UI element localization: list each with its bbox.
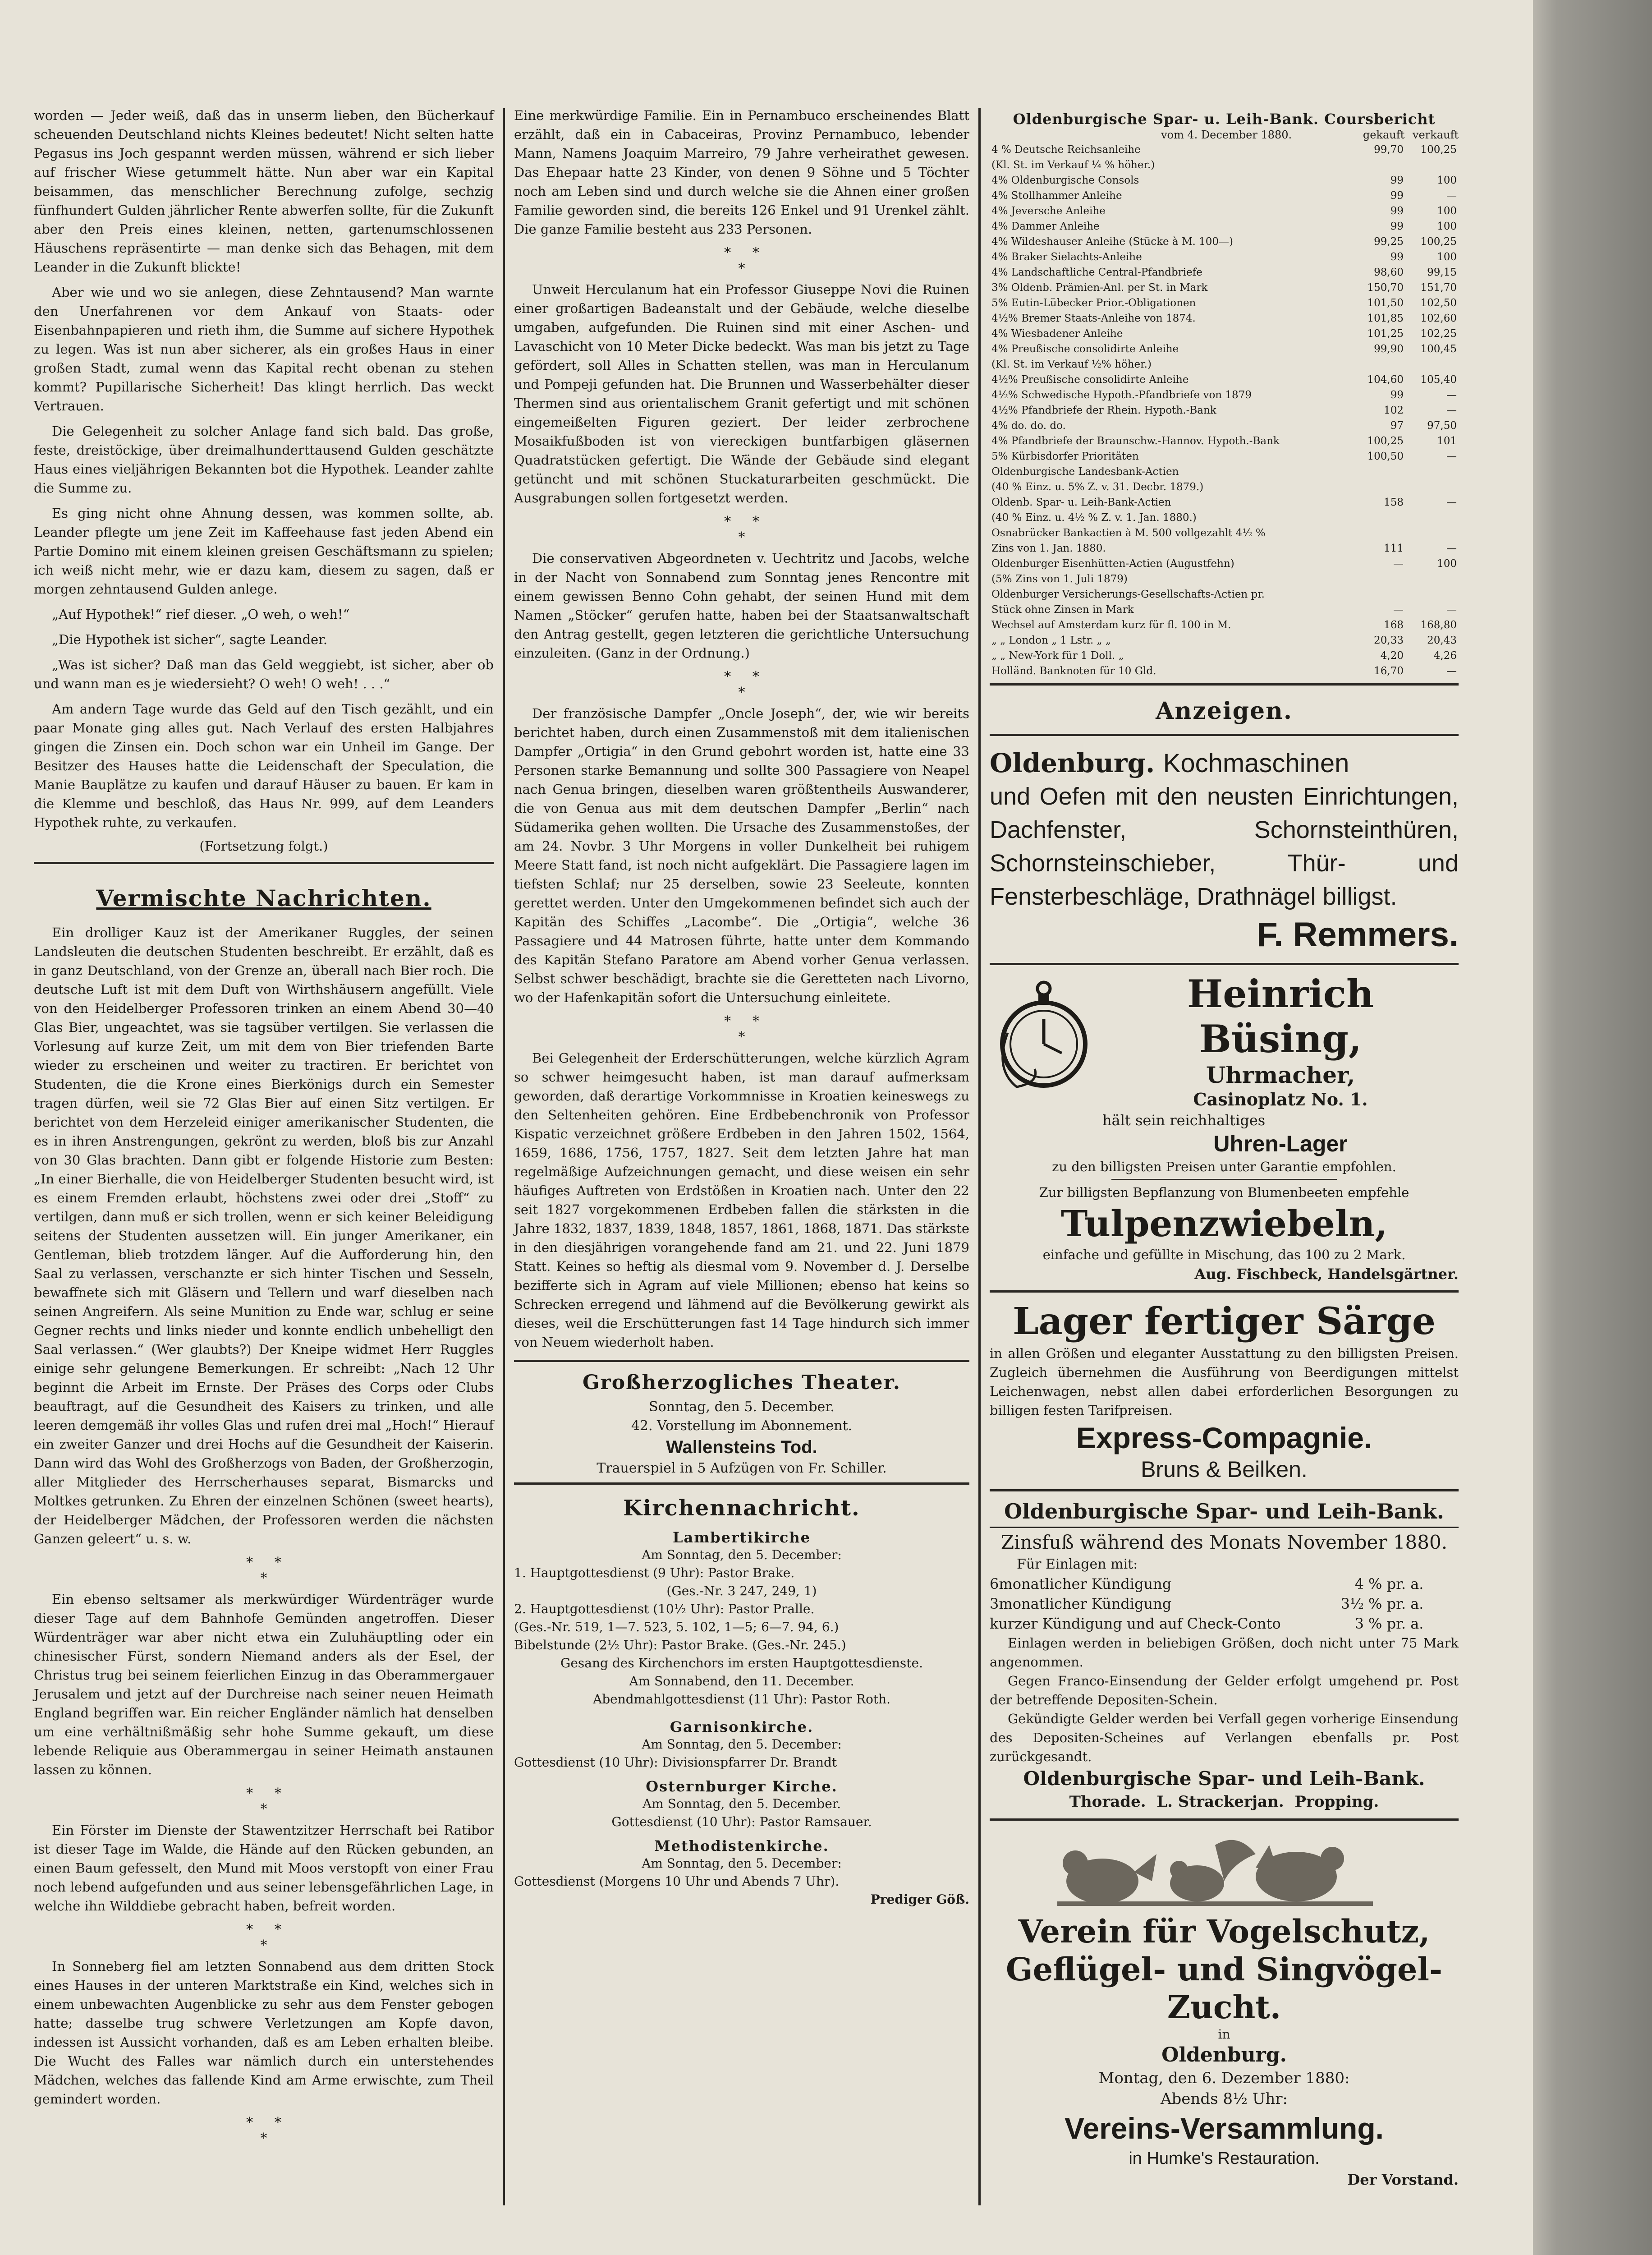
kurs-sold: 100,45 <box>1420 343 1457 355</box>
kurs-security: (40 % Einz. u. 4½ % Z. v. 1. Jan. 1880.) <box>991 512 1197 524</box>
kurs-row <box>990 326 1459 341</box>
column-rule-2 <box>978 108 981 2205</box>
theater-performance: 42. Vorstellung im Abonnement. <box>631 1418 853 1434</box>
ad-buesing <box>990 965 1459 1293</box>
ad-verein-title: Verein für Vogelschutz, Geflügel- und Singvögel-Zucht. <box>1005 1913 1443 2026</box>
column-rule-1 <box>503 108 505 2205</box>
kurs-security: 4% Oldenburgische Consols <box>991 175 1139 186</box>
kurs-sold: — <box>1446 665 1457 677</box>
section-rule <box>990 683 1459 686</box>
story-paragraph: „Die Hypothek ist sicher“, sagte Leander. <box>52 632 328 647</box>
kurs-security: 4% Dammer Anleihe <box>991 221 1100 232</box>
church-line: (Ges.-Nr. 519, 1—7. 523, 5. 102, 1—5; 6—7. 94, 6.) <box>514 1620 839 1634</box>
kurs-sold: 100 <box>1437 251 1457 263</box>
kurs-bought: — <box>1393 558 1404 570</box>
ad-remmers <box>990 736 1459 965</box>
ad-remmers-text: und Oefen mit den neusten Einrichtungen, Dachfenster, Schornsteinthüren, Schornsteinschieber, Thür- und Fensterbeschläge, Drathnägel billigst. <box>990 783 1459 910</box>
ad-verein <box>990 1821 1459 2196</box>
bank-rate-unit: % pr. a. <box>1368 1615 1424 1632</box>
kurs-security: Oldenburger Versicherungs-Gesellschafts-Actien pr. <box>991 589 1265 600</box>
kurs-row <box>990 602 1459 617</box>
kurs-bought <box>1352 571 1405 587</box>
news-item: Ein Förster im Dienste der Stawentzitzer Herrschaft bei Ratibor ist dieser Tage im Walde, die Hände auf den Rücken gebunden, an einen Baum gefesselt, den Mund mit Moos verstopft von einer Frau noch lebend aufgefunden und aus seiner lebensgefährlichen Lage, in welche ihn Wilddiebe gebracht haben, befreit worden. <box>34 1822 494 1914</box>
asterisk-separator: * * * <box>724 1013 759 1045</box>
poultry-illustration <box>990 1827 1459 1913</box>
kurs-row <box>990 479 1459 495</box>
kurs-sold <box>1405 571 1459 587</box>
kurs-security: 5% Eutin-Lübecker Prior.-Obligationen <box>991 297 1196 309</box>
kurs-row <box>990 464 1459 479</box>
section-rule <box>514 1482 969 1485</box>
kurs-row <box>990 525 1459 541</box>
theater-title: Großherzogliches Theater. <box>582 1371 901 1394</box>
kurs-row <box>990 633 1459 648</box>
kurs-security: 4½% Bremer Staats-Anleihe von 1874. <box>991 313 1196 324</box>
ad-verein-signature: Der Vorstand. <box>1347 2171 1459 2188</box>
kurs-bought <box>1352 587 1405 602</box>
kurs-sold: 100 <box>1437 175 1457 186</box>
bank-rate-row <box>990 1594 1459 1614</box>
kurs-header-sold: verkauft <box>1412 129 1459 141</box>
ad-fischbeck-mix: einfache und gefüllte in Mischung, das 100 zu 2 Mark. <box>1042 1247 1406 1262</box>
kurs-row <box>990 556 1459 571</box>
kurs-bought: 97 <box>1390 420 1404 432</box>
kurs-row <box>990 142 1459 157</box>
church-name: Lambertikirche <box>673 1529 811 1546</box>
news-item: In Sonneberg fiel am letzten Sonnabend aus dem dritten Stock eines Hauses in der unteren Marktstraße ein Kind, welches sich in einem unbewachten Augenblicke zu sehr aus dem Fenster gebogen hatte; dasselbe trug schwere Verletzungen am Kopfe davon, indessen ist Aussicht vorhanden, daß es am Leben erhalten bleibe. Die Wucht des Falles war nämlich durch ein unterstehendes Mädchen, welches das fallende Kind am Arme erwischte, zum Theil gemindert worden. <box>34 1959 494 2107</box>
church-line: Bibelstunde (2½ Uhr): Pastor Brake. (Ges.-Nr. 245.) <box>514 1638 846 1652</box>
kurs-bought: 99,70 <box>1374 144 1404 156</box>
ad-verein-place: in Humke's Restauration. <box>1129 2149 1320 2168</box>
ad-buesing-name: Heinrich Büsing, <box>1187 971 1374 1061</box>
ad-buesing-line1: hält sein reichhaltiges <box>1102 1112 1266 1129</box>
kurs-bought <box>1352 510 1405 525</box>
kurs-security: (Kl. St. im Verkauf ½% höher.) <box>991 359 1152 370</box>
story-paragraph: worden — Jeder weiß, daß das in unserm lieben, den Bücherkauf scheuenden Deutschland nichts Kleines bedeutet! Nicht selten hatte Pegasus ins Joch gespannt werden müssen, während er sich lieber auf frischer Wiese getummelt hätte. Nun aber war ein Kapital beisammen, das menschlicher Berechnung zufolge, sechzig fünfhundert Gulden jährlicher Rente abwerfen sollte, für die Zukunft aber den Preis eines kleinen, netten, gartenumschlossenen Häuschens repräsentirte — man denke sich das Behagen, mit dem Leander in die Zukunft blickte! <box>34 108 494 275</box>
kurs-bought: 101,50 <box>1367 297 1404 309</box>
kurs-bought: 104,60 <box>1367 374 1404 386</box>
column-1 <box>34 106 494 2150</box>
kurs-bought: 99 <box>1390 190 1404 202</box>
kurs-sold: 100,25 <box>1420 236 1457 248</box>
kurs-row <box>990 280 1459 295</box>
church-line: Abendmahlgottesdienst (11 Uhr): Pastor Roth. <box>592 1692 891 1707</box>
kurs-security: 4½% Pfandbriefe der Rhein. Hypoth.-Bank <box>991 405 1216 416</box>
kurs-row <box>990 663 1459 679</box>
news-item: Eine merkwürdige Familie. Ein in Pernambuco erscheinendes Blatt erzählt, daß ein in Cabaceiras, Provinz Pernambuco, lebender Mann, Namens Joaquim Marreiro, 79 Jahre verheirathet gewesen. Das Ehepaar hatte 23 Kinder, von denen 9 Söhne und 5 Töchter noch am Leben sind und durch welche sie die Ahnen einer großen Familie geworden sind, die bereits 126 Enkel und 91 Urenkel zählt. Die ganze Familie besteht aus 233 Personen. <box>514 108 969 237</box>
bank-rate-term: 6monatlicher Kündigung <box>990 1575 1172 1592</box>
bank-rate-row <box>990 1574 1459 1594</box>
bank-rate-unit: % pr. a. <box>1368 1595 1424 1612</box>
kurs-sold: — <box>1446 543 1457 554</box>
church-notices <box>514 1485 969 1919</box>
church-line: Am Sonntag, den 5. December: <box>642 1737 842 1752</box>
story-paragraph: Die Gelegenheit zu solcher Anlage fand sich bald. Das große, feste, dreistöckige, über dreimalhunderttausend Gulden geschätzte Haus eines vieljährigen Bekannten bot die Hypothek. Leander zahlte die Summe zu. <box>34 423 494 496</box>
asterisk-separator: * * * <box>246 1555 281 1586</box>
ad-buesing-trade: Uhrmacher, <box>1206 1062 1355 1088</box>
kurs-row <box>990 249 1459 265</box>
kurs-security: 4% Braker Sielachts-Anleihe <box>991 251 1142 263</box>
ad-verein-time: Abends 8½ Uhr: <box>1160 2090 1288 2108</box>
kurs-security: 4% Jeversche Anleihe <box>991 205 1106 217</box>
ad-bank-p1: Einlagen werden in beliebigen Größen, doch nicht unter 75 Mark angenommen. <box>990 1635 1459 1670</box>
kurs-row <box>990 219 1459 234</box>
kurs-title: Oldenburgische Spar- u. Leih-Bank. Coursbericht <box>1013 110 1436 128</box>
column-2 <box>514 106 969 1919</box>
kurs-bought: 99,25 <box>1374 236 1404 248</box>
news-item: Bei Gelegenheit der Erderschütterungen, welche kürzlich Agram so schwer heimgesucht haben, ist man darauf aufmerksam geworden, daß derartige Vorkommnisse in Kroatien keineswegs zu den Seltenheiten gehören. Eine Erdbebenchronik von Professor Kispatic verzeichnet größere Erdbeben in den Jahren 1502, 1564, 1659, 1686, 1756, 1757, 1827. Seit dem letzten Jahre hat man regelmäßige Aufzeichnungen gemacht, und diese weisen ein sehr häufiges Auftreten von Erdstößen in Kroatien nach. Unter den 22 seit 1827 vorgekommenen Erdbeben fallen die stärksten in die Jahre 1832, 1837, 1839, 1848, 1857, 1861, 1868, 1871. Das stärkste in den diesjährigen vorangehende fand am 21. und 22. Juni 1879 Statt. Keines so heftig als diesmal vom 9. November d. J. Derselbe bezifferte sich in Agram auf viele Millionen; ebenso hat keins so Schrecken erregend und lähmend auf die Bevölkerung gewirkt als dieses, weil die Erschütterungen fast 14 Tage hindurch sich immer von Neuem wiederholt haben. <box>514 1050 969 1350</box>
feuilleton-story <box>34 106 494 854</box>
ad-bank-places: Thorade. L. Strackerjan. Propping. <box>1069 1793 1379 1811</box>
kurs-sold: 151,70 <box>1420 282 1457 294</box>
kurs-security: (40 % Einz. u. 5% Z. v. 31. Decbr. 1879.) <box>991 481 1204 493</box>
kurs-sold: 99,15 <box>1427 267 1457 278</box>
kurs-security: 4½% Preußische consolidirte Anleihe <box>991 374 1189 386</box>
church-line: (Ges.-Nr. 3 247, 249, 1) <box>666 1583 817 1598</box>
kurs-security: 5% Kürbisdorfer Prioritäten <box>991 451 1139 462</box>
ad-verein-event: Vereins-Versammlung. <box>1065 2112 1384 2145</box>
ad-fischbeck-signature: Aug. Fischbeck, Handelsgärtner. <box>1194 1266 1459 1283</box>
kurs-bought: 101,85 <box>1367 313 1404 324</box>
ad-saerge-title: Lager fertiger Särge <box>1012 1300 1436 1343</box>
kurs-security: Wechsel auf Amsterdam kurz für fl. 100 in M. <box>991 619 1231 631</box>
ad-fischbeck-line: Zur billigsten Bepflanzung von Blumenbeeten empfehle <box>1039 1185 1409 1200</box>
kurs-security: (Kl. St. im Verkauf ¼ % höher.) <box>991 159 1155 171</box>
asterisk-separator: * * * <box>246 1922 281 1953</box>
kurs-security: 4% Pfandbriefe der Braunschw.-Hannov. Hypoth.-Bank <box>991 435 1280 447</box>
anzeigen-heading: Anzeigen. <box>1156 697 1293 725</box>
kurs-bought <box>1352 464 1405 479</box>
kurs-sold: — <box>1446 451 1457 462</box>
kurs-sold: 97,50 <box>1427 420 1457 432</box>
kurs-security: 4% Landschaftliche Central-Pfandbriefe <box>991 267 1202 278</box>
kurs-sold <box>1405 157 1459 173</box>
kurs-row <box>990 510 1459 525</box>
story-paragraph: „Auf Hypothek!“ rief dieser. „O weh, o weh!“ <box>52 607 350 622</box>
kurs-security: 3% Oldenb. Prämien-Anl. per St. in Mark <box>991 282 1208 294</box>
kurs-security: Zins von 1. Jan. 1880. <box>991 543 1106 554</box>
kurs-row <box>990 357 1459 372</box>
kurs-row <box>990 157 1459 173</box>
vermischte-heading: Vermischte Nachrichten. <box>96 885 431 911</box>
bank-rate-term: 3monatlicher Kündigung <box>990 1595 1172 1612</box>
news-item: Ein drolliger Kauz ist der Amerikaner Ruggles, der seinen Landsleuten die deutschen Studenten beschreibt. Er erzählt, daß es in ganz Deutschland, von der Grenze an, überall nach Bier roch. Die deutsche Luft ist mit dem Duft von Wirthshäusern angefüllt. Viele von den Heidelberger Professoren trinken an einem Abend 30—40 Glas Bier, ungeachtet, was sie tagsüber vertilgen. Sie verlassen die Vorlesung auf kurze Zeit, um mit dem von Bier triefenden Barte wieder zu erscheinen und weiter zu tractiren. Er berichtet von Studenten, die die Krone eines Bierkönigs durch ein Semester tragen dürfen, weil sie 72 Glas Bier auf einen Sitz vertilgen. Er berichtet von dem Herzeleid einiger amerikanischer Studenten, die es in ihren Anstrengungen, gekrönt zu werden, bloß bis zur Anzahl von 30 Glas brachten. Dann gibt er folgende Historie zum Besten: „In einer Bierhalle, die von Heidelberger Studenten besucht wird, ist es einem Fremden erlaubt, höchstens zwei oder drei „Stoff“ zu vertilgen, dann muß er sich trollen, wenn er sich keiner Beleidigung seitens der Studenten aussetzen will. Ein junger Amerikaner, ein Gentleman, blieb trotzdem länger. Auf die Aufforderung hin, den Saal zu verlassen, verschanzte er sich hinter Tischen und Sesseln, bewaffnete sich mit Gläsern und Tellern und warf dieselben nach seinen Angreifern. Als seine Munition zu Ende war, schlug er seine Gegner rechts und links nieder und konnte endlich unbehelligt den Saal verlassen.“ (Wer glaubts?) Der Kneipe widmet Herr Ruggles einige sehr gelungene Bemerkungen. Er schreibt: „Nach 12 Uhr beginnt die Arbeit im Ernste. Der Präses des Corps oder Clubs beauftragt, auf die Gesundheit des Kaisers zu trinken, und alle leeren demgemäß ihr volles Glas und rufen drei mal „Hoch!“ Hierauf ein zweiter Ganzer und drei Hochs auf die Gesundheit der Kaiserin. Dann wird das Wohl des Großherzogs von Baden, der Großherzogin, aller Mitglieder des Herrscherhauses separat, Bismarcks und Moltkes getrunken. Zu Ehren der einzelnen Schönen (sweet hearts), der Heidelberger Mädchen, der Professoren werden die nächsten Ganzen geleert“ u. s. w. <box>34 925 494 1546</box>
kurs-sold: 100 <box>1437 558 1457 570</box>
ad-divider <box>990 1527 1459 1528</box>
news-item: Die conservativen Abgeordneten v. Uechtritz und Jacobs, welche in der Nacht von Sonnabend zum Sonntag jenes Rencontre mit einem gewissen Benno Cohn gehabt, der seinen Hund mit dem Namen „Stöcker“ gerufen hatte, haben bei der Staatsanwaltschaft den Antrag gestellt, gegen letzteren die gerichtliche Untersuchung einzuleiten. (Ganz in der Ordnung.) <box>514 551 969 661</box>
kurs-security: 4% do. do. do. <box>991 420 1066 432</box>
news-item: Der französische Dampfer „Oncle Joseph“, der, wie wir bereits berichtet haben, durch einen Zusammenstoß mit dem italienischen Dampfer „Ortigia“ in den Grund gebohrt worden ist, hatte eine 33 Personen starke Bemannung und sollte 300 Passagiere von Neapel nach Genua bringen, dieselben waren größtentheils Auswanderer, die von Genua aus mit dem deutschen Dampfer „Berlin“ nach Südamerika gehen wollten. Die Ursache des Zusammenstoßes, der am 24. Novbr. 3 Uhr Morgens in voller Dunkelheit bei ruhigem Meere Statt fand, ist noch nicht aufgeklärt. Die Passagiere lagen im tiefsten Schlaf; nur 25 derselben, sowie 23 Seeleute, konnten gerettet werden. Unter den Umgekommenen befindet sich auch der Kapitän des Schiffes „Lacombe“. Die „Ortigia“, welche 36 Passagiere und 44 Matrosen führte, hatte unter dem Kommando des Kapitän Stefano Paratore am Abend vorher Genua verlassen. Selbst schwer beschädigt, brachte sie die Geretteten nach Livorno, wo der Hafenkapitän sofort die Untersuchung einleitete. <box>514 706 969 1005</box>
theater-date: Sonntag, den 5. December. <box>649 1399 835 1415</box>
kurs-row <box>990 265 1459 280</box>
story-paragraph: Am andern Tage wurde das Geld auf den Tisch gezählt, und ein paar Monate ging alles gut. Nach Verlauf des ersten Halbjahres gingen die Zinsen ein. Doch schon war ein Unheil im Gange. Der Besitzer des Hauses hatte die Leidenschaft der Speculation, die Manie Bauplätze zu kaufen und darauf Häuser zu bauen. Er kam in die Klemme und beschloß, das Haus Nr. 999, auf dem Leanders Hypothek ruhte, zu verkaufen. <box>34 701 494 830</box>
kurs-sold: 100 <box>1437 221 1457 232</box>
kurs-report <box>990 110 1459 679</box>
ad-bank-signature: Oldenburgische Spar- und Leih-Bank. <box>1023 1767 1425 1790</box>
church-line: Am Sonntag, den 5. December: <box>642 1547 842 1562</box>
kurs-header-bought: gekauft <box>1363 129 1405 141</box>
kurs-bought: 100,50 <box>1367 451 1404 462</box>
kurs-sold <box>1405 510 1459 525</box>
church-line: Gottesdienst (Morgens 10 Uhr und Abends 7 Uhr). <box>514 1874 840 1889</box>
kurs-sold <box>1405 464 1459 479</box>
ad-saerge-text: in allen Größen und eleganter Ausstattung zu den billigsten Preisen. Zugleich übernehmen die Ausführung von Beerdigungen mittelst Leichenwagen, nebst allen dabei erforderlichen Besorgungen zu billigen festen Tarifpreisen. <box>990 1346 1459 1418</box>
kurs-bought <box>1352 479 1405 495</box>
theater-play: Wallensteins Tod. <box>666 1437 817 1457</box>
church-line: 2. Hauptgottesdienst (10½ Uhr): Pastor Pralle. <box>514 1602 815 1616</box>
kurs-bought: 99 <box>1390 389 1404 401</box>
story-paragraph: „Was ist sicher? Daß man das Geld weggiebt, ist sicher, aber ob und wann man es je wiedersieht? O weh! O weh! . . .“ <box>34 657 494 691</box>
kurs-security: (5% Zins von 1. Juli 1879) <box>991 573 1128 585</box>
story-paragraph: Aber wie und wo sie anlegen, diese Zehntausend? Man warnte den Unerfahrenen vor dem Ankauf von Staats- oder Eisenbahnpapieren und rieth ihm, die Summe auf sichere Hypothek zu legen. Was ist nun aber sicherer, als ein großes Haus in einer großen Stadt, zumal wenn das Kapital recht obenan zu stehen kommt? Pupillarische Sicherheit! Das klingt herrlich. Das weckt Vertrauen. <box>34 285 494 414</box>
kurs-sold <box>1405 479 1459 495</box>
ad-remmers-kochmaschinen: Kochmaschinen <box>1163 749 1349 778</box>
section-rule <box>34 862 494 864</box>
church-name: Osternburger Kirche. <box>646 1778 838 1795</box>
kurs-bought: 99 <box>1390 175 1404 186</box>
ad-remmers-name: F. Remmers. <box>1257 916 1459 954</box>
kurs-sold: 102,50 <box>1420 297 1457 309</box>
church-line: Gottesdienst (10 Uhr): Pastor Ramsauer. <box>611 1814 872 1829</box>
ad-bank <box>990 1491 1459 1821</box>
ad-buesing-line2: zu den billigsten Preisen unter Garantie empfohlen. <box>1052 1159 1396 1174</box>
kurs-security: 4% Preußische consolidirte Anleihe <box>991 343 1179 355</box>
kurs-bought <box>1352 357 1405 372</box>
kurs-sold: 102,60 <box>1420 313 1457 324</box>
kurs-sold: — <box>1446 389 1457 401</box>
church-line: Am Sonntag, den 5. December. <box>642 1796 841 1811</box>
kurs-row <box>990 295 1459 311</box>
kurs-security: 4 % Deutsche Reichsanleihe <box>991 144 1141 156</box>
section-rule <box>514 1360 969 1362</box>
church-line: Am Sonnabend, den 11. December. <box>629 1674 854 1689</box>
kurs-bought: 102 <box>1384 405 1404 416</box>
kurs-bought: 101,25 <box>1367 328 1404 340</box>
kurs-security: Oldenburgische Landesbank-Actien <box>991 466 1179 478</box>
kurs-sold <box>1405 587 1459 602</box>
church-line: Gottesdienst (10 Uhr): Divisionspfarrer Dr. Brandt <box>514 1755 837 1770</box>
church-line: Am Sonntag, den 5. December: <box>642 1856 842 1871</box>
kurs-security: Oldenb. Spar- u. Leih-Bank-Actien <box>991 497 1171 508</box>
kurs-sold: 100,25 <box>1420 144 1457 156</box>
ad-verein-date: Montag, den 6. Dezember 1880: <box>1098 2069 1350 2087</box>
ad-bank-sub: Für Einlagen mit: <box>1017 1556 1138 1572</box>
kurs-row <box>990 372 1459 387</box>
kurs-security: Osnabrücker Bankactien à M. 500 vollgezahlt 4½ % <box>991 527 1266 539</box>
church-heading: Kirchennachricht. <box>623 1496 860 1521</box>
kurs-bought: 98,60 <box>1374 267 1404 278</box>
kurs-security: Stück ohne Zinsen in Mark <box>991 604 1134 616</box>
kurs-row <box>990 587 1459 602</box>
ad-bank-rates <box>990 1574 1459 1634</box>
bank-rate-term: kurzer Kündigung und auf Check-Conto <box>990 1615 1281 1632</box>
kurs-security: Holländ. Banknoten für 10 Gld. <box>991 665 1156 677</box>
ad-saerge-company: Express-Compagnie. <box>1076 1421 1372 1454</box>
kurs-row <box>990 188 1459 203</box>
ad-buesing-address: Casinoplatz No. 1. <box>1193 1089 1368 1109</box>
kurs-bought: 150,70 <box>1367 282 1404 294</box>
church-line: Prediger Göß. <box>870 1892 969 1907</box>
kurs-sold: 168,80 <box>1420 619 1457 631</box>
kurs-bought: 99,90 <box>1374 343 1404 355</box>
kurs-row <box>990 387 1459 403</box>
kurs-security: Oldenburger Eisenhütten-Actien (Augustfehn) <box>991 558 1234 570</box>
church-line: Gesang des Kirchenchors im ersten Hauptgottesdienste. <box>560 1656 923 1671</box>
ad-fischbeck-tulpen: Tulpenzwiebeln, <box>1060 1202 1388 1245</box>
kurs-security: 4% Stollhammer Anleihe <box>991 190 1122 202</box>
kurs-sold: 20,43 <box>1427 635 1457 646</box>
kurs-row <box>990 617 1459 633</box>
pocket-watch-icon <box>990 979 1098 1091</box>
ad-divider <box>1111 1179 1337 1180</box>
kurs-sold: — <box>1446 405 1457 416</box>
asterisk-separator: * * * <box>246 1786 281 1817</box>
kurs-bought: — <box>1393 604 1404 616</box>
kurs-bought <box>1352 525 1405 541</box>
kurs-sold: 102,25 <box>1420 328 1457 340</box>
kurs-bought: 20,33 <box>1374 635 1404 646</box>
kurs-bought: 4,20 <box>1380 650 1404 662</box>
ad-bank-p2: Gegen Franco-Einsendung der Gelder erfolgt umgehend pr. Post der betreffende Depositen-Schein. <box>990 1673 1459 1707</box>
kurs-date: vom 4. December 1880. <box>1161 129 1292 141</box>
column-3 <box>990 110 1459 2196</box>
bank-rate-value: 3½ <box>1340 1595 1364 1612</box>
ad-bank-title: Oldenburgische Spar- und Leih-Bank. <box>1004 1499 1444 1523</box>
kurs-sold: — <box>1446 604 1457 616</box>
bank-rate-unit: % pr. a. <box>1368 1575 1424 1592</box>
bank-rate-row <box>990 1614 1459 1634</box>
kurs-bought: 158 <box>1384 497 1404 508</box>
kurs-bought: 99 <box>1390 251 1404 263</box>
ad-buesing-lager: Uhren-Lager <box>1213 1131 1348 1156</box>
kurs-row <box>990 203 1459 219</box>
church-name: Methodistenkirche. <box>654 1837 829 1855</box>
news-item: Unweit Herculanum hat ein Professor Giuseppe Novi die Ruinen einer großartigen Badeanstalt und der Gebäude, welche dieselbe umgaben, aufgefunden. Die Ruinen sind mit einer Aschen- und Lavaschicht von 10 Meter Dicke bedeckt. Was man bis jetzt zu Tage gefördert, soll Alles in Schatten stellen, was man in Herculanum und Pompeji gefunden hat. Die Brunnen und Wasserbehälter dieser Thermen sind aus orientalischem Granit gefertigt und mit schönen eingemeißelten Figuren geziert. Der leider zerbrochene Mosaikfußboden ist von viereckigen buntfarbigen gläsernen Quadratstücken gefertigt. Die Wände der Gebäude sind elegant getüncht und mit schönen Stuckaturarbeiten geschmückt. Die Ausgrabungen sollen fortgesetzt werden. <box>514 282 969 506</box>
kurs-bought: 168 <box>1384 619 1404 631</box>
ad-saerge-owners: Bruns & Beilken. <box>1141 1457 1308 1482</box>
ad-verein-city: Oldenburg. <box>1161 2043 1287 2066</box>
kurs-bought: 16,70 <box>1374 665 1404 677</box>
ad-bank-p3: Gekündigte Gelder werden bei Verfall gegen vorherige Einsendung des Depositen-Scheines auf Verlangen ebenfalls pr. Post zurückgesandt. <box>990 1711 1459 1764</box>
kurs-sold <box>1405 525 1459 541</box>
page-edge <box>1533 0 1652 2255</box>
kurs-row <box>990 541 1459 556</box>
asterisk-separator: * * * <box>246 2115 281 2146</box>
section-rule <box>990 734 1459 736</box>
kurs-bought: 111 <box>1384 543 1404 554</box>
kurs-row <box>990 234 1459 249</box>
kurs-security: 4% Wiesbadener Anleihe <box>991 328 1123 340</box>
church-line: 1. Hauptgottesdienst (9 Uhr): Pastor Brake. <box>514 1565 795 1580</box>
kurs-row <box>990 495 1459 510</box>
bank-rate-value: 3 <box>1354 1615 1364 1632</box>
kurs-row <box>990 403 1459 418</box>
kurs-table <box>990 142 1459 679</box>
kurs-sold: 4,26 <box>1433 650 1457 662</box>
theater-notice <box>514 1362 969 1482</box>
kurs-row <box>990 418 1459 433</box>
kurs-sold: 100 <box>1437 205 1457 217</box>
story-paragraph: Es ging nicht ohne Ahnung dessen, was kommen sollte, ab. Leander pflegte um jene Zeit im Kaffeehause fast jeden Abend ein Partie Domino mit einem kleinen greisen Geschäftsmann zu spielen; ich weiß nicht mehr, wie er dazu kam, diesem zu sagen, daß er morgen zehntausend Gulden anlege. <box>34 506 494 597</box>
kurs-row <box>990 449 1459 464</box>
kurs-sold: 105,40 <box>1420 374 1457 386</box>
fortsetzung-note: (Fortsetzung folgt.) <box>199 838 328 854</box>
kurs-security: „ „ London „ 1 Lstr. „ „ <box>991 635 1111 646</box>
asterisk-separator: * * * <box>724 245 759 276</box>
kurs-row <box>990 571 1459 587</box>
kurs-security: „ „ New-York für 1 Doll. „ <box>991 650 1124 662</box>
kurs-bought: 100,25 <box>1367 435 1404 447</box>
ad-saerge <box>990 1293 1459 1491</box>
kurs-row <box>990 173 1459 188</box>
ad-verein-in: in <box>1218 2027 1230 2042</box>
kurs-sold: 101 <box>1437 435 1457 447</box>
kurs-sold: — <box>1446 190 1457 202</box>
kurs-row <box>990 341 1459 357</box>
kurs-row <box>990 648 1459 663</box>
kurs-security: 4½% Schwedische Hypoth.-Pfandbriefe von 1879 <box>991 389 1252 401</box>
theater-author: Trauerspiel in 5 Aufzügen von Fr. Schiller. <box>597 1460 887 1476</box>
kurs-security: 4% Wildeshauser Anleihe (Stücke à M. 100—) <box>991 236 1234 248</box>
ad-remmers-city: Oldenburg. <box>990 748 1155 778</box>
asterisk-separator: * * * <box>724 514 759 545</box>
kurs-row <box>990 311 1459 326</box>
kurs-sold <box>1405 357 1459 372</box>
kurs-sold: — <box>1446 497 1457 508</box>
kurs-row <box>990 433 1459 449</box>
kurs-bought: 99 <box>1390 205 1404 217</box>
bank-rate-value: 4 <box>1354 1575 1364 1592</box>
ad-bank-zins: Zinsfuß während des Monats November 1880. <box>1000 1531 1448 1553</box>
kurs-bought <box>1352 157 1405 173</box>
asterisk-separator: * * * <box>724 669 759 700</box>
news-item: Ein ebenso seltsamer als merkwürdiger Würdenträger wurde dieser Tage auf dem Bahnhofe Gemünden angetroffen. Dieser Würdenträger war aber nicht etwa ein Zuluhäuptling oder ein chinesischer Fürst, sondern Niemand anders als der Esel, der Christus trug bei seinem feierlichen Einzug in das Oberammergauer Jerusalem und jetzt auf der Durchreise nach seiner neuen Heimath England begriffen war. Ein reicher Engländer nämlich hat denselben um eine verhältnißmäßig sehr hohe Summe gekauft, um diese lebende Reliquie aus Oberammergau in seiner Heimath anstaunen lassen zu können. <box>34 1592 494 1777</box>
kurs-bought: 99 <box>1390 221 1404 232</box>
church-name: Garnisonkirche. <box>670 1718 814 1735</box>
